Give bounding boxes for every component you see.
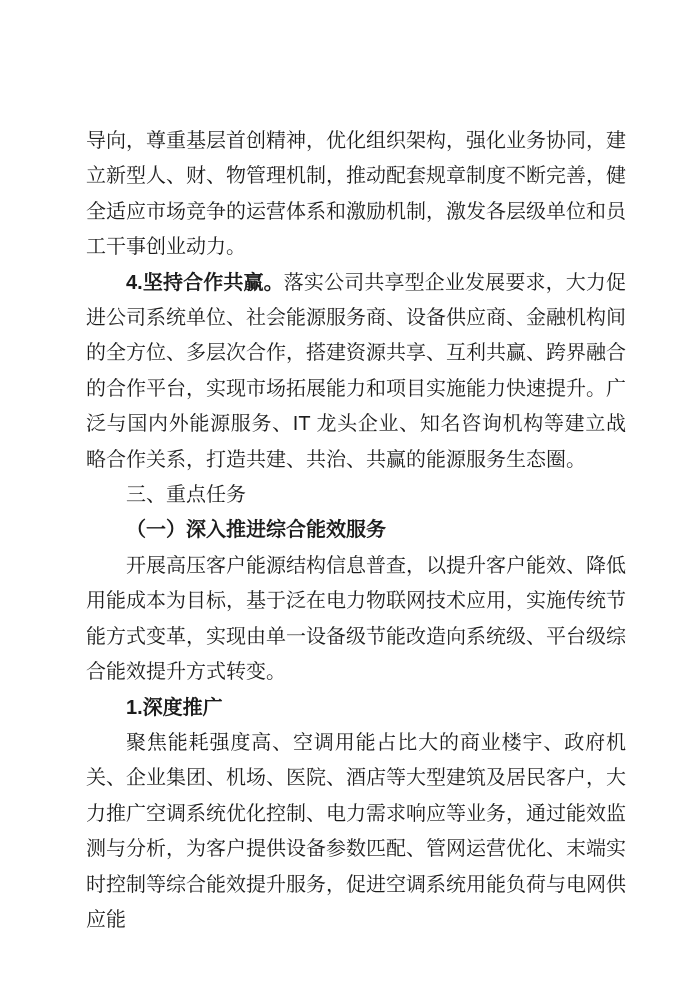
paragraph-hvac-services: 聚焦能耗强度高、空调用能占比大的商业楼宇、政府机关、企业集团、机场、医院、酒店等大型建筑及居民客户，大力推广空调系统优化控制、电力需求响应等业务，通过能效监测与分析，为客户提供设备参数匹配、管网运营优化、末端实时控制等综合能效提升服务，促进空调系统用能负荷与电网供应能 <box>86 731 626 931</box>
heading-section-three: 三、重点任务 <box>126 484 246 507</box>
point-4-body-text: 落实公司共享型企业发展要求，大力促进公司系统单位、社会能源服务商、设备供应商、金融机构间的全方位、多层次合作，搭建资源共享、互利共赢、跨界融合的合作平台，实现市场拓展能力和项目实施能力快速提升。广泛与国内外能源服务、IT 龙头企业、知名咨询机构等建立战略合作关系，打造共建、共治、共赢的能源服务生态圈。 <box>86 271 627 471</box>
paragraph-energy-survey: 开展高压客户能源结构信息普查，以提升客户能效、降低用能成本为目标，基于泛在电力物联网技术应用，实施传统节能方式变革，实现由单一设备级节能改造向系统级、平台级综合能效提升方式转变。 <box>86 554 626 684</box>
paragraph-point-4 <box>86 266 626 478</box>
heading-subsection-one: （一）深入推进综合能效服务 <box>126 519 386 542</box>
heading-deep-promotion: 1.深度推广 <box>126 696 223 719</box>
document-body <box>86 124 626 938</box>
point-4-bold-lead: 4.坚持合作共赢。 <box>126 271 284 294</box>
paragraph-continuation: 导向，尊重基层首创精神，优化组织架构，强化业务协同，建立新型人、财、物管理机制，推动配套规章制度不断完善，健全适应市场竞争的运营体系和激励机制，激发各层级单位和员工干事创业动力。 <box>86 130 626 259</box>
